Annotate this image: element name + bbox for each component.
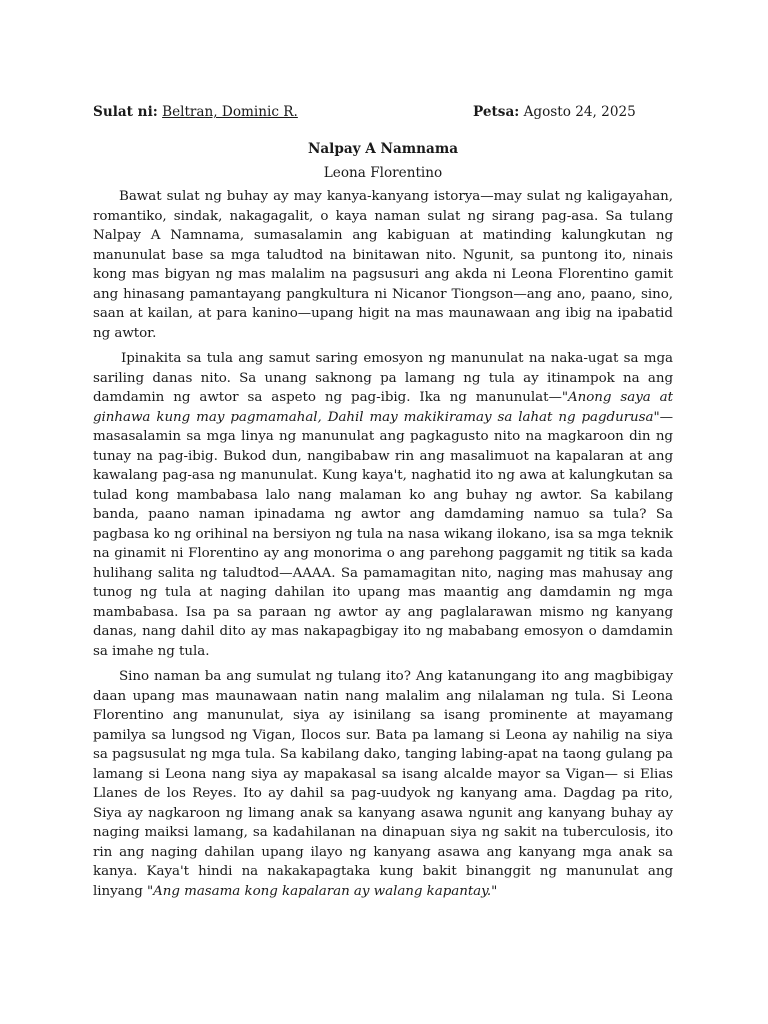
date-value: Agosto 24, 2025 — [523, 104, 636, 120]
date-label: Petsa: — [473, 104, 520, 120]
paragraph-3 — [93, 667, 673, 901]
author-label: Sulat ni: — [93, 104, 158, 120]
paragraph-2-text-b: —masasalamin sa mga linya ng manunulat ang pagkagusto nito na magkaroon din ng tunay na pag-ibig. Bukod dun, nangibabaw rin ang masalimuot na kapalaran at ang kawalang pag-asa ng manunulat. Kung kaya't, naghatid ito ng awa at kalungkutan sa tulad kong mambabasa lalo nang malaman ko ang buhay ng awtor. Sa kabilang banda, paano naman ipinadama ng awtor ang damdaming namuo sa tula? Sa pagbasa ko ng orihinal na bersiyon ng tula na nasa wikang ilokano, isa sa mga teknik na ginamit ni Florentino ay ang monorima o ang parehong paggamit ng titik sa kada hulihang salita ng taludtod—AAAA. Sa pamamagitan nito, naging mas mahusay ang tunog ng tula at naging dahilan ito upang mas maantig ang damdamin ng mga mambabasa. Isa pa sa paraan ng awtor ay ang paglalarawan mismo ng kanyang danas, nang dahil dito ay mas nakapagbigay ito ng mababang emosyon o damdamin sa imahe ng tula. — [93, 409, 673, 659]
paragraph-1 — [93, 187, 673, 343]
document-page — [93, 100, 673, 901]
poet-name: Leona Florentino — [323, 165, 443, 181]
author-name: Beltran, Dominic R. — [162, 104, 298, 120]
paragraph-2-text-a: Ipinakita sa tula ang samut saring emosyon ng manunulat na naka-ugat sa mga sariling danas nito. Sa unang saknong pa lamang ng tula ay itinampok na ang damdamin ng awtor sa aspeto ng pag-ibig. Ika ng manunulat— — [93, 351, 673, 405]
author-block — [93, 100, 298, 124]
poem-title: Nalpay A Namnama — [307, 141, 459, 157]
paragraph-1-text: Bawat sulat ng buhay ay may kanya-kanyang istorya—may sulat ng kaligayahan, romantiko, sindak, nakagagalit, o kaya naman sulat ng sirang pag-asa. Sa tulang Nalpay A Namnama, sumasalamin ang kabiguan at matinding kalungkutan ng manunulat base sa mga taludtod na binitawan nito. Ngunit, sa puntong ito, ninais kong mas bigyan ng mas malalim na pagsusuri ang akda ni Leona Florentino gamit ang hinasang pamantayang pangkultura ni Nicanor Tiongson—ang ano, paano, sino, saan at kailan, at para kanino—upang higit na mas maunawaan ang ibig na ipabatid ng awtor. — [93, 189, 673, 341]
paragraph-2 — [93, 349, 673, 661]
paragraph-3-quote: "Ang masama kong kapalaran ay walang kapantay." — [146, 883, 498, 899]
date-block — [473, 100, 636, 124]
paragraph-2-quote: "Anong saya at ginhawa kung may pagmamahal, Dahil may makikiramay sa lahat ng pagdurusa" — [93, 390, 673, 425]
document-header — [93, 100, 673, 124]
paragraph-3-text: Sino naman ba ang sumulat ng tulang ito? Ang katanungang ito ang magbibigay daan upang mas maunawaan natin nang malalim ang nilalaman ng tula. Si Leona Florentino ang manunulat, siya ay isinilang sa isang prominente at mayamang pamilya sa lungsod ng Vigan, Ilocos sur. Bata pa lamang si Leona ay nahilig na siya sa pagsusulat ng mga tula. Sa kabilang dako, tanging labing-apat na taong gulang pa lamang si Leona nang siya ay mapakasal sa isang alcalde mayor sa Vigan— si Elias Llanes de los Reyes. Ito ay dahil sa pag-uudyok ng kanyang ama. Dagdag pa rito, Siya ay nagkaroon ng limang anak sa kanyang asawa ngunit ang kanyang buhay ay naging maiksi lamang, sa kadahilanan na dinapuan siya ng sakit na tuberculosis, ito rin ang naging dahilan upang ilayo ng kanyang asawa ang kanyang mga anak sa kanya. Kaya't hindi na nakakapagtaka kung bakit binanggit ng manunulat ang linyang — [93, 669, 673, 899]
